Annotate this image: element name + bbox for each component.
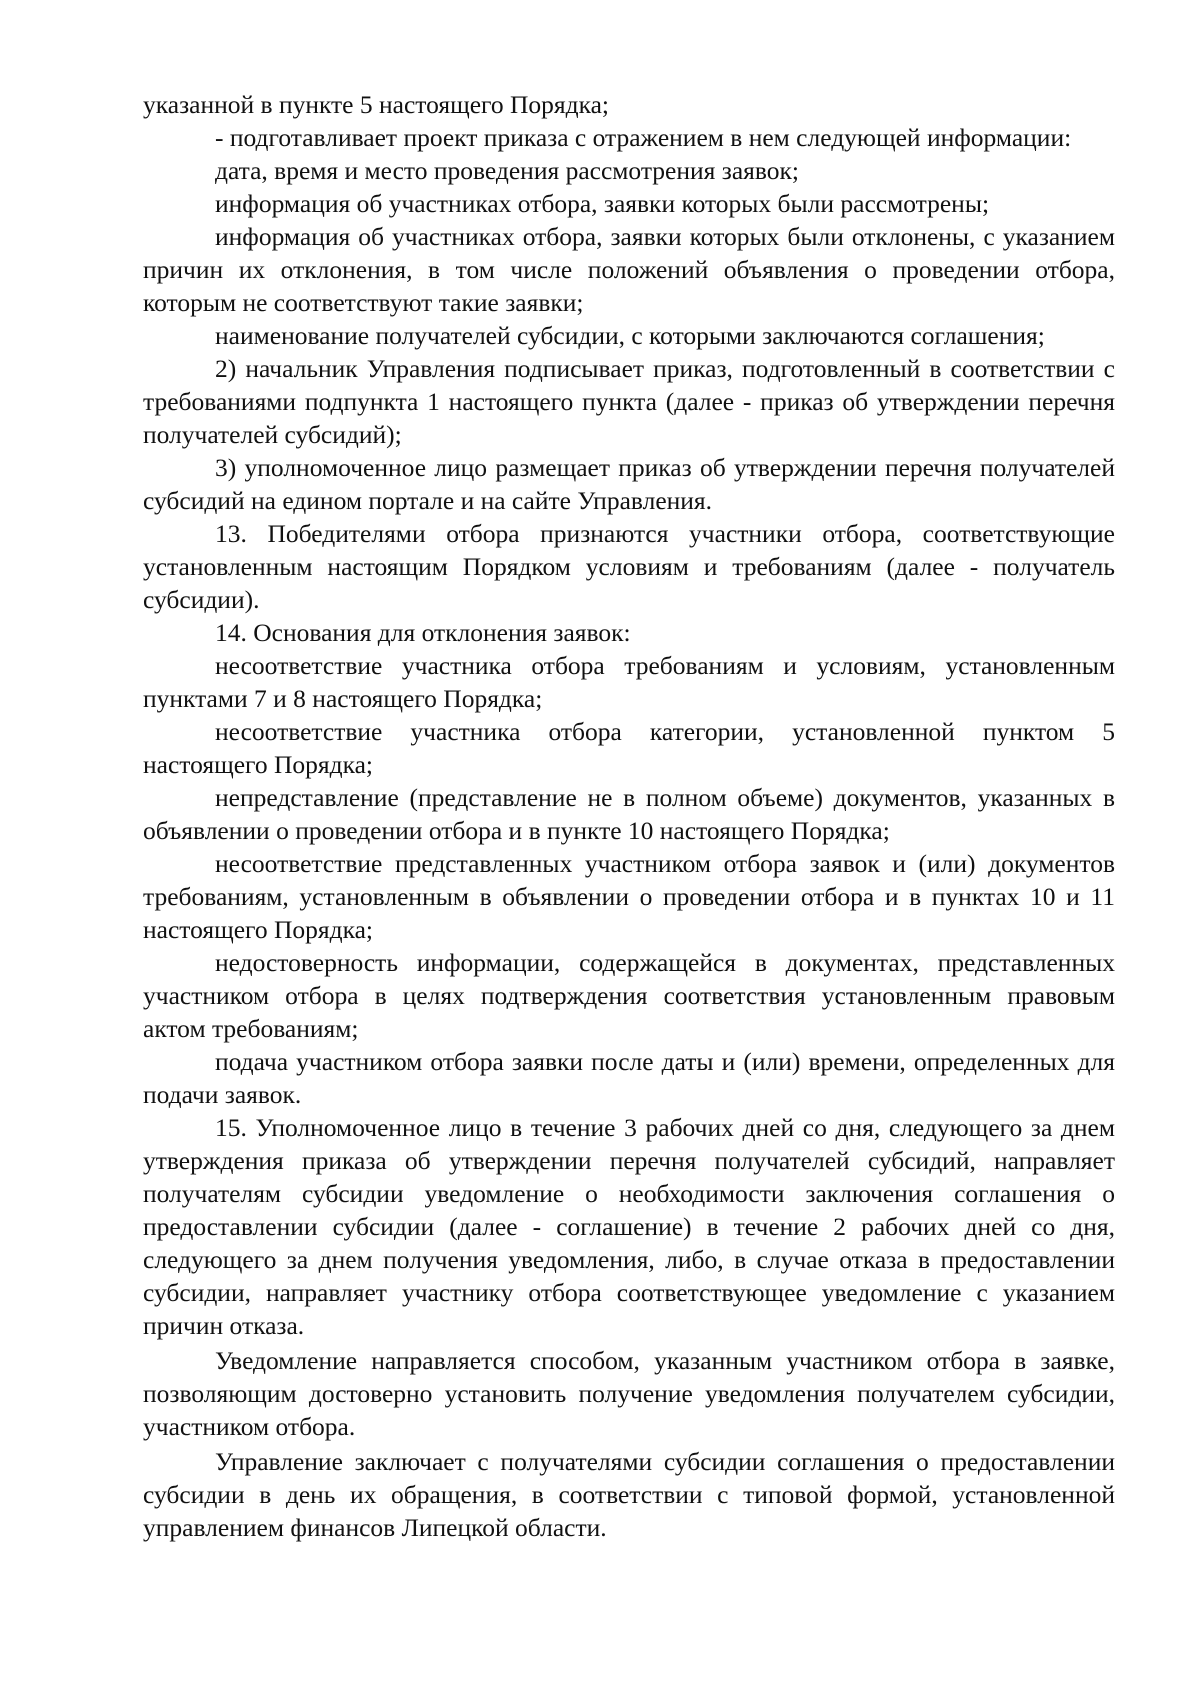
paragraph-reason-unreliable: недостоверность информации, содержащейся в документах, представленных участником отбора в целях подтверждения соответствия установленным правовым актом требованиям; — [143, 948, 1115, 1043]
paragraph-date-time-place: дата, время и место проведения рассмотрения заявок; — [215, 156, 799, 185]
paragraph-reason-documents: непредставление (представление не в полном объеме) документов, указанных в объявлении о проведении отбора и в пункте 10 настоящего Порядка; — [143, 783, 1115, 845]
paragraph-section-14: 14. Основания для отклонения заявок: — [215, 618, 631, 647]
paragraph-reason-late: подача участником отбора заявки после даты и (или) времени, определенных для подачи заявок. — [143, 1047, 1115, 1109]
paragraph-reason-requirements: несоответствие участника отбора требованиям и условиям, установленным пунктами 7 и 8 настоящего Порядка; — [143, 651, 1115, 713]
paragraph-item-2: 2) начальник Управления подписывает приказ, подготовленный в соответствии с требованиями подпункта 1 настоящего пункта (далее - приказ об утверждении перечня получателей субсидий); — [143, 354, 1115, 449]
paragraph-reason-category: несоответствие участника отбора категории, установленной пунктом 5 настоящего Порядка; — [143, 717, 1115, 779]
paragraph-item-3: 3) уполномоченное лицо размещает приказ об утверждении перечня получателей субсидий на едином портале и на сайте Управления. — [143, 453, 1115, 515]
paragraph-rejected-participants: информация об участниках отбора, заявки которых были отклонены, с указанием причин их отклонения, в том числе положений объявления о проведении отбора, которым не соответствуют такие заявки; — [143, 222, 1115, 317]
paragraph-reviewed-participants: информация об участниках отбора, заявки которых были рассмотрены; — [215, 189, 990, 218]
paragraph-section-13: 13. Победителями отбора признаются участники отбора, соответствующие установленным настоящим Порядком условиям и требованиям (далее - получатель субсидии). — [143, 519, 1115, 614]
paragraph-reason-mismatch: несоответствие представленных участником отбора заявок и (или) документов требованиям, установленным в объявлении о проведении отбора и в пунктах 10 и 11 настоящего Порядка; — [143, 849, 1115, 944]
paragraph-notification-method: Уведомление направляется способом, указанным участником отбора в заявке, позволяющим достоверно установить получение уведомления получателем субсидии, участником отбора. — [143, 1346, 1115, 1441]
paragraph-prepare-order: - подготавливает проект приказа с отражением в нем следующей информации: — [215, 123, 1072, 152]
paragraph-section-15: 15. Уполномоченное лицо в течение 3 рабочих дней со дня, следующего за днем утверждения приказа об утверждении перечня получателей субсидий, направляет получателям субсидии уведомление о необходимости заключения соглашения о предоставлении субсидии (далее - соглашение) в течение 2 рабочих дней со дня, следующего за днем получения уведомления, либо, в случае отказа в предоставлении субсидии, направляет участнику отбора соответствующее уведомление с указанием причин отказа. — [143, 1113, 1115, 1340]
document-body — [143, 88, 1115, 1544]
paragraph-agreement: Управление заключает с получателями субсидии соглашения о предоставлении субсидии в день их обращения, в соответствии с типовой формой, установленной управлением финансов Липецкой области. — [143, 1447, 1115, 1542]
paragraph-recipient-names: наименование получателей субсидии, с которыми заключаются соглашения; — [215, 321, 1045, 350]
paragraph-continuation: указанной в пункте 5 настоящего Порядка; — [143, 90, 610, 119]
